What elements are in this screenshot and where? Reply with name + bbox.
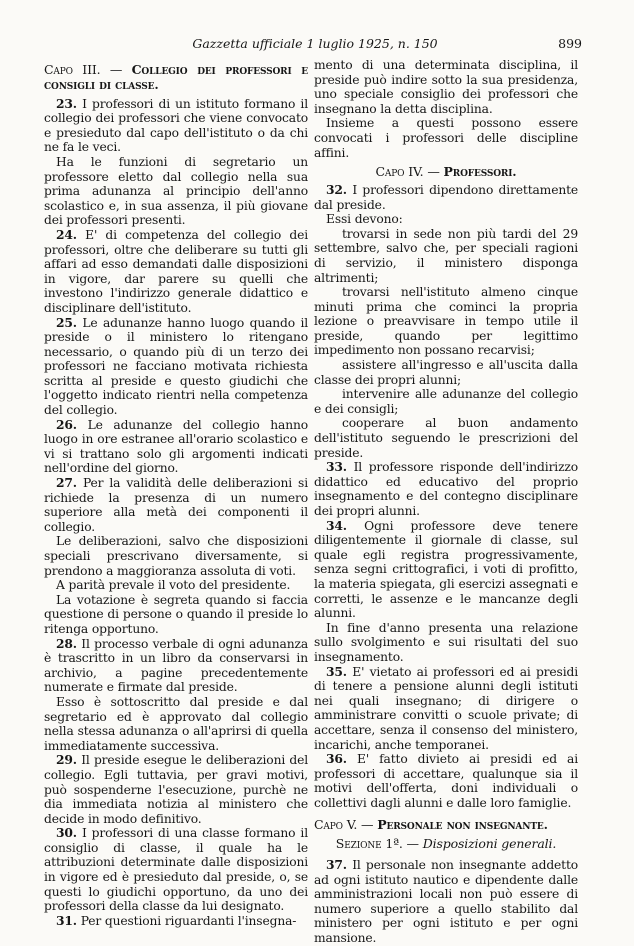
- left-column: [44, 58, 309, 928]
- article-paragraph: [314, 621, 578, 665]
- article-paragraph: [314, 183, 578, 212]
- article-number: 34.: [326, 517, 347, 533]
- article-paragraph: [44, 476, 308, 534]
- section-heading: [314, 837, 578, 852]
- article-text: I professori di un istituto formano il collegio dei professori che viene convocato e presieduto dal capo dell'istituto o da chi ne fa le veci.: [44, 96, 308, 155]
- article-text: Essi devono:: [326, 212, 403, 227]
- duty-item: trovarsi in sede non più tardi del 29 settembre, salvo che, per speciali ragioni di servizio, il ministero disponga altrimenti;: [314, 226, 578, 285]
- article-number: 25.: [56, 314, 77, 330]
- chapter-heading-capo-3: [44, 63, 308, 93]
- article-paragraph: [314, 58, 578, 116]
- article-text: E' di competenza del collegio dei professori, oltre che deliberare su tutti gli affari ad esso demandati dalle disposizioni in vigore, dar parere su quelli che investono l'indirizzo generale didattico e disciplinare dell'istituto.: [44, 227, 309, 315]
- page-header: [0, 36, 634, 52]
- article-paragraph: [314, 858, 578, 946]
- article-text: Ha le funzioni di segretario un professore eletto dal collegio nella sua prima adunanza al principio dell'anno scolastico e, in sua assenza, il più giovane dei professori presenti.: [44, 154, 308, 228]
- section-title: Disposizioni generali.: [422, 836, 557, 852]
- article-paragraph: [44, 534, 308, 578]
- article-number: 26.: [56, 416, 77, 432]
- right-column: [314, 58, 579, 946]
- article-paragraph: [314, 519, 578, 621]
- article-number: 35.: [326, 663, 347, 679]
- chapter-title: Personale non insegnante.: [377, 817, 548, 833]
- article-number: 24.: [56, 226, 77, 242]
- chapter-heading-capo-5: [314, 818, 578, 833]
- article-paragraph: [44, 316, 308, 418]
- article-text: I professori di una classe formano il consiglio di classe, il quale ha le attribuzioni determinate dalle disposizioni in vigore ed è presieduto dal preside, o, se questi lo giudichi opportuno, da uno dei professori della classe da lui designato.: [44, 826, 308, 914]
- article-text: I professori dipendono direttamente dal preside.: [314, 182, 579, 212]
- article-paragraph: [44, 593, 308, 637]
- article-number: 29.: [56, 752, 77, 768]
- duty-item: trovarsi nell'istituto almeno cinque minuti prima che cominci la propria lezione o preavvisare in tempo utile il preside, quando per legittimo impedimento non possano recarvisi;: [314, 285, 578, 358]
- article-number: 27.: [56, 475, 77, 491]
- article-number: 33.: [326, 459, 347, 475]
- duty-item: intervenire alle adunanze del collegio e dei consigli;: [314, 387, 578, 416]
- article-number: 23.: [56, 95, 77, 111]
- page-number: 899: [558, 36, 582, 51]
- article-paragraph: [44, 155, 308, 228]
- article-text: In fine d'anno presenta una relazione sullo svolgimento e sui risultati del suo insegnamento.: [314, 620, 578, 664]
- article-text: E' fatto divieto ai presidi ed ai professori di accettare, qualunque sia il motivi dell'offerta, doni individuali o collettivi dagli alunni e dalle loro famiglie.: [314, 752, 578, 810]
- left-paragraphs: [44, 97, 308, 929]
- article-paragraph: [44, 578, 308, 593]
- section-label: Sezione 1ª. —: [335, 836, 419, 852]
- article-paragraph: [44, 826, 308, 914]
- chapter-label: Capo V. —: [314, 817, 374, 833]
- article-paragraph: [44, 418, 308, 476]
- article-text: Esso è sottoscritto dal preside e dal segretario ed è approvato dal collegio nella stessa adunanza o all'aprirsi di quella immediatamente successiva.: [44, 694, 308, 753]
- article-paragraph: [314, 116, 578, 160]
- article-number: 32.: [326, 181, 347, 197]
- article-paragraph: [314, 460, 578, 518]
- article-text: Il processo verbale di ogni adunanza è trascritto in un libro da conservarsi in archivio, a pagine precedentemente numerate e firmate dal preside.: [44, 636, 309, 695]
- article-text: Insieme a questi possono essere convocati i professori delle discipline affini.: [314, 116, 578, 160]
- article-text: Le deliberazioni, salvo che disposizioni speciali prescrivano diversamente, si prendono a maggioranza assoluta di voti.: [44, 534, 308, 578]
- chapter-title: Professori.: [443, 164, 517, 180]
- duty-item: assistere all'ingresso e all'uscita dalla classe dei propri alunni;: [314, 358, 578, 387]
- article-number: 28.: [56, 635, 77, 651]
- chapter-label: Capo III. —: [44, 62, 123, 77]
- duties-list: [314, 227, 578, 461]
- article-text: Il personale non insegnante addetto ad ogni istituto nautico e dipendente dalle amministrazioni locali non può essere di numero superiore a quello stabilito dal ministero per ogni istituto e per ogni mansione.: [314, 858, 578, 946]
- chapter-title: Collegio dei professori e consigli di classe.: [44, 62, 309, 92]
- article-text: mento di una determinata disciplina, il preside può indire sotto la sua presidenza, uno speciale consiglio dei professori che insegnano la detta disciplina.: [314, 58, 578, 116]
- publication-title: Gazzetta ufficiale 1 luglio 1925, n. 150: [192, 36, 438, 51]
- article-number: 36.: [326, 751, 347, 767]
- article-text: Le adunanze hanno luogo quando il preside o il ministero lo ritengano necessario, o quando più di un terzo dei professori ne facciano motivata richiesta scritta al preside e questo giudichi che l'oggetto indicato rientri nella competenza del collegio.: [44, 315, 309, 418]
- article-paragraph: [44, 914, 308, 929]
- duty-item: cooperare al buon andamento dell'istituto seguendo le prescrizioni del preside.: [314, 416, 578, 460]
- chapter-label: Capo IV. —: [375, 164, 440, 180]
- article-paragraph: [44, 695, 308, 753]
- article-number: 31.: [56, 912, 77, 928]
- article-text: Ogni professore deve tenere diligentemente il giornale di classe, sul quale egli registra progressivamente, senza segni crittografici, i voti di profitto, la materia spiegata, gli esercizi assegnati e corretti, le assenze e le mancanze degli alunni.: [314, 518, 578, 621]
- article-text: A parità prevale il voto del presidente.: [56, 578, 291, 593]
- article-text: Le adunanze del collegio hanno luogo in ore estranee all'orario scolastico e vi si trattano solo gli argomenti indicati nell'ordine del giorno.: [44, 417, 308, 476]
- article-number: 30.: [56, 825, 77, 841]
- article-text: E' vietato ai professori ed ai presidi di tenere a pensione alunni degli istituti nei quali insegnano; di dirigere o amministrare convitti o scuole private; di accettare, senza il consenso del ministero, incarichi, anche temporanei.: [314, 664, 578, 752]
- article-text: Il preside esegue le deliberazioni del collegio. Egli tuttavia, per gravi motivi, può sospenderne l'esecuzione, purchè ne dia immediata notizia al ministero che decide in modo definitivo.: [44, 753, 309, 826]
- article-paragraph: [44, 637, 308, 695]
- article-text: La votazione è segreta quando si faccia questione di persone o quando il preside lo ritenga opportuno.: [44, 592, 308, 636]
- chapter-heading-capo-4: [314, 165, 578, 180]
- article-text: Per la validità delle deliberazioni si richiede la presenza di un numero superiore alla metà dei componenti il collegio.: [44, 476, 308, 534]
- article-text: Il professore risponde dell'indirizzo didattico ed educativo del proprio insegnamento e del contegno disciplinare dei propri alunni.: [314, 460, 578, 519]
- continuation-paragraphs: [314, 58, 578, 160]
- article-paragraph: [44, 228, 308, 316]
- article-paragraph: [44, 753, 308, 826]
- article-number: 37.: [326, 857, 347, 873]
- article-paragraph: [314, 752, 578, 810]
- article-paragraph: [314, 212, 578, 227]
- article-32: [314, 183, 578, 227]
- article-text: Per questioni riguardanti l'insegna-: [80, 913, 297, 928]
- article-paragraph: [44, 97, 308, 155]
- article-paragraph: [314, 665, 578, 753]
- articles-33-36: [314, 460, 578, 810]
